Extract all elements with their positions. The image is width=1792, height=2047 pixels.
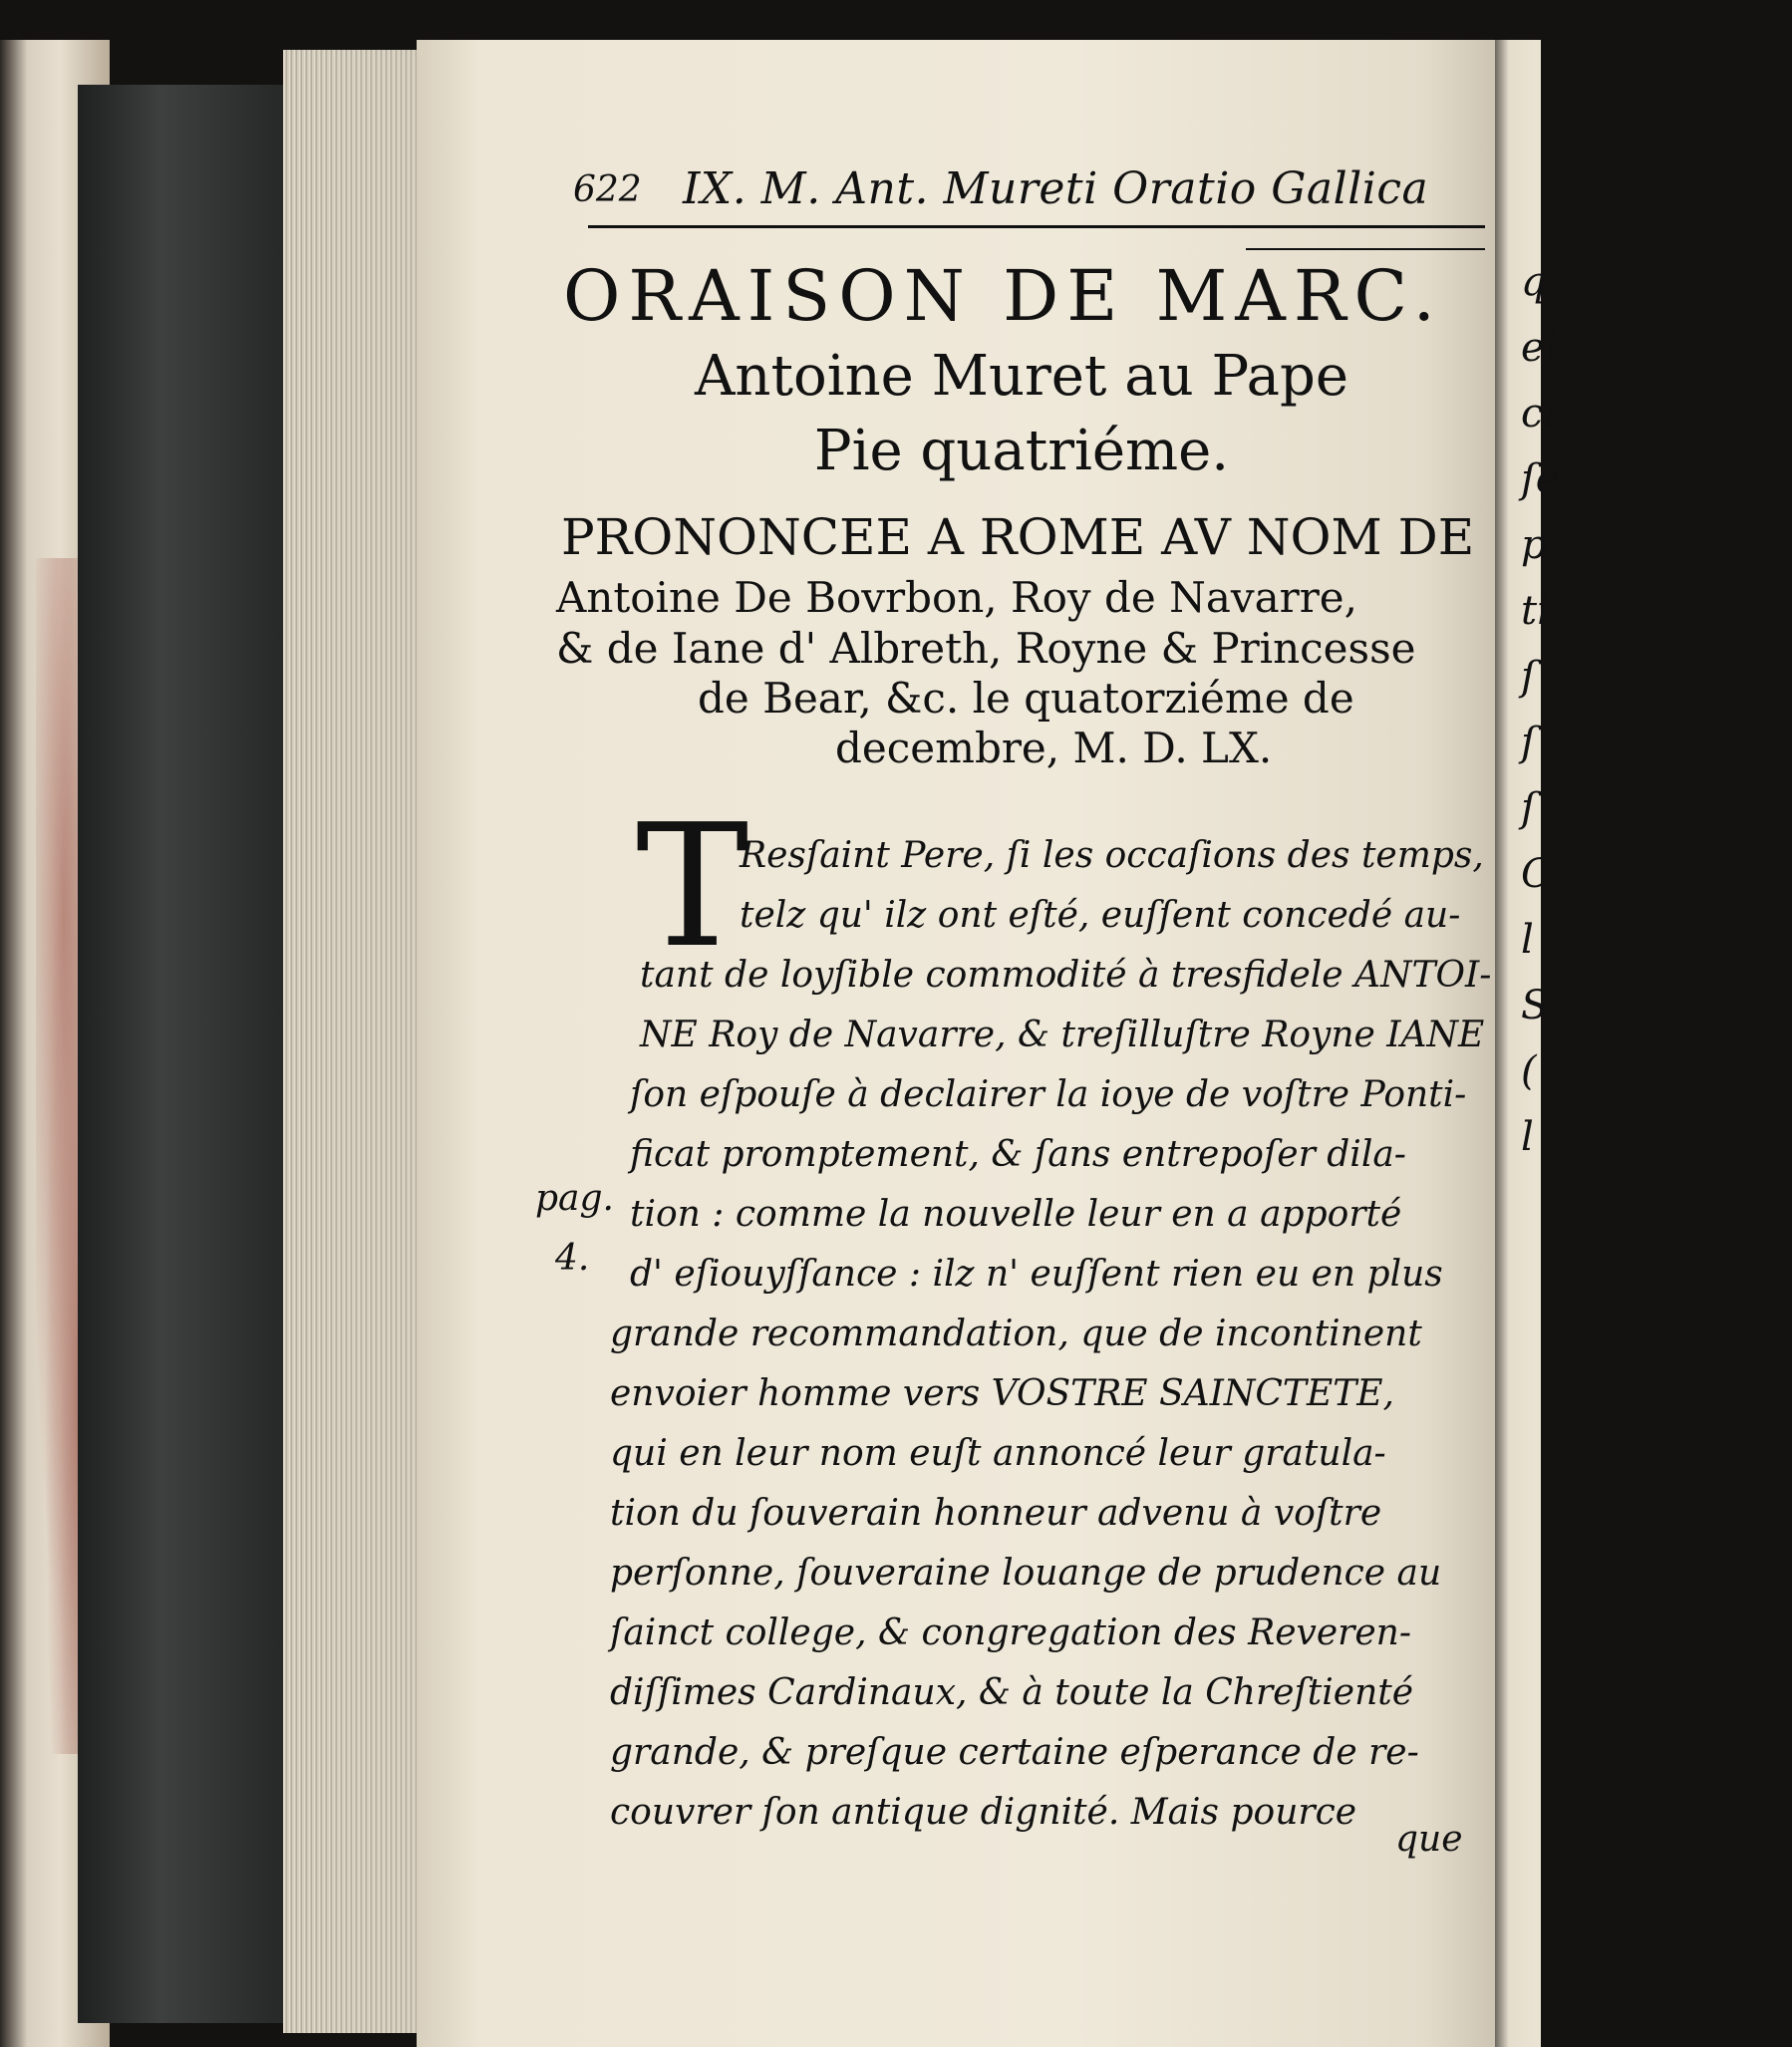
body-line: envoier homme vers VOSTRE SAINCTETE, (610, 1373, 1394, 1414)
margin-note (535, 1169, 614, 1289)
facing-letter: ci (1521, 391, 1557, 437)
body-line: NE Roy de Navarre, & treſilluſtre Royne IANE (640, 1015, 1485, 1055)
body-line: tion : comme la nouvelle leur en a apporté (630, 1194, 1402, 1235)
header-rule (588, 225, 1485, 228)
header-rule-secondary (1246, 248, 1485, 250)
facing-letter: C (1521, 851, 1552, 897)
facing-letter: l (1521, 917, 1534, 963)
facing-letter: ( (1521, 1048, 1537, 1094)
subtitle-line-3: & de Iane d' Albreth, Royne & Princesse (556, 624, 1416, 673)
body-line: grande, & preſque certaine eſperance de re- (610, 1732, 1419, 1773)
body-line: couvrer ſon antique dignité. Mais pource (610, 1792, 1357, 1833)
body-line: perſonne, ſouveraine louange de prudence au (610, 1553, 1442, 1594)
page-number: 622 (573, 169, 642, 210)
body-line: Resſaint Pere, ſi les occaſions des temps, (740, 835, 1484, 876)
subtitle-line-1: PRONONCEE A ROME AV NOM DE (561, 508, 1475, 566)
subtitle-line-2: Antoine De Bovrbon, Roy de Navarre, (556, 573, 1357, 622)
facing-letter: p (1521, 522, 1547, 568)
title-line-1: ORAISON DE MARC. (563, 255, 1443, 337)
running-title: IX. M. Ant. Mureti Oratio Gallica (683, 163, 1429, 214)
facing-letter: l (1521, 1114, 1534, 1160)
body-line: ſon eſpouſe à declairer la ioye de voſtre Ponti- (630, 1074, 1467, 1115)
title-line-2: Antoine Muret au Pape (694, 344, 1349, 409)
body-line: tion du ſouverain honneur advenu à voſtre (610, 1493, 1382, 1534)
page-edges (283, 50, 423, 2033)
margin-note-line: pag. (535, 1178, 614, 1219)
body-line: ſainct college, & congregation des Reveren- (610, 1612, 1412, 1653)
drop-cap: T (636, 788, 749, 986)
title-line-3: Pie quatriéme. (813, 419, 1230, 483)
subtitle-line-5: decembre, M. D. LX. (835, 724, 1273, 772)
catchword: que (1395, 1819, 1463, 1860)
body-line: tant de loyſible commodité à tresfidele ANTOI- (640, 955, 1492, 996)
facing-letter: ſ (1521, 785, 1536, 831)
body-line: ficat promptement, & ſans entrepoſer dila- (630, 1134, 1406, 1175)
body-line: d' eſiouyſſance : ilz n' euſſent rien eu en plus (630, 1254, 1443, 1295)
facing-letter: ſ (1521, 720, 1536, 765)
subtitle-line-4: de Bear, &c. le quatorziéme de (698, 674, 1354, 723)
running-header (573, 157, 1490, 227)
facing-letter: S (1521, 983, 1549, 1028)
facing-letter: ſe (1521, 456, 1560, 502)
facing-letter: ſ (1521, 654, 1536, 700)
margin-note-line: 4. (555, 1238, 590, 1279)
body-line: qui en leur nom euſt annoncé leur gratula- (610, 1433, 1386, 1474)
page-block-edge (78, 85, 287, 2023)
body-line: telz qu' ilz ont eſté, euſſent concedé au- (740, 895, 1461, 936)
body-line: grande recommandation, que de incontinent (610, 1314, 1422, 1354)
facing-letter: q (1521, 259, 1547, 305)
facing-letter: ti (1521, 588, 1550, 634)
body-line: diſſimes Cardinaux, & à toute la Chreſtienté (610, 1672, 1414, 1713)
facing-letter: ei (1521, 325, 1558, 371)
